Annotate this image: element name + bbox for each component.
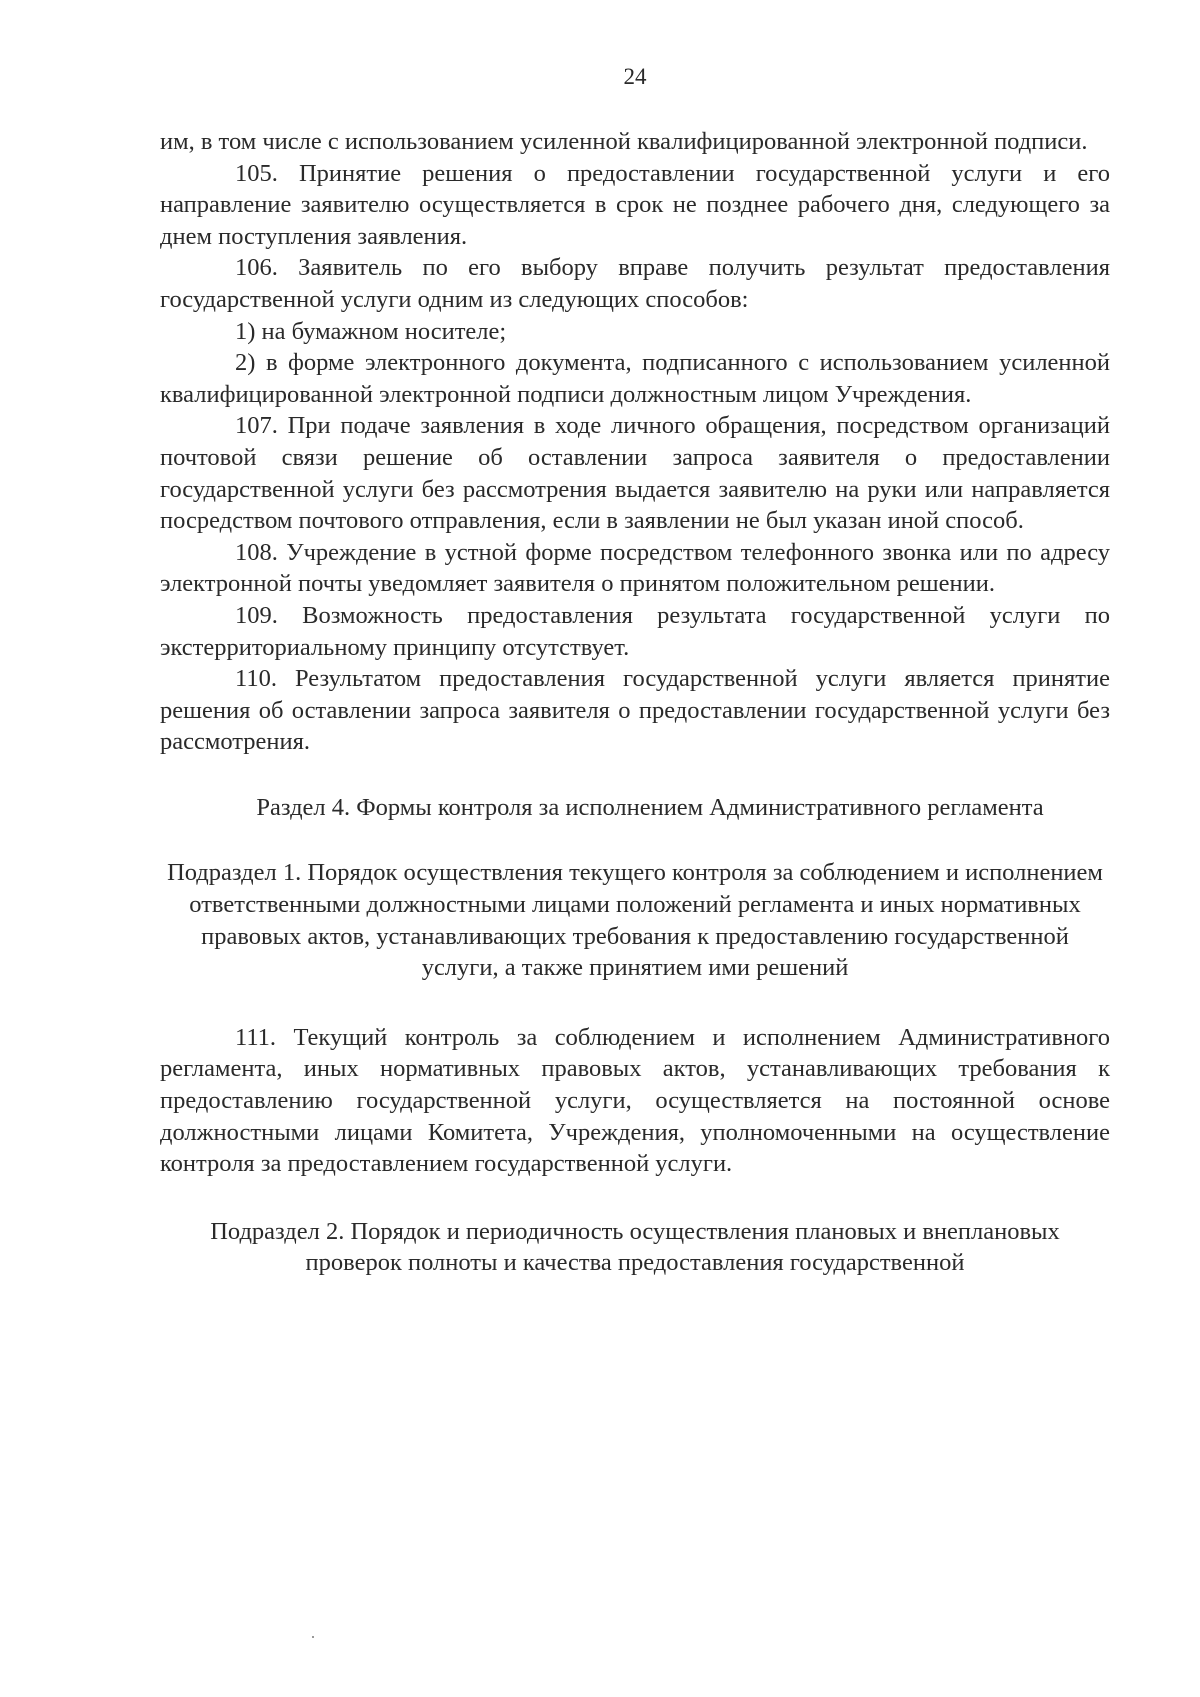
- paragraph-105: 105. Принятие решения о предоставлении государственной услуги и его направление заявителю осуществляется в срок не позднее рабочего дня, следующего за днем поступления заявления.: [160, 159, 1110, 250]
- paragraph-106-item-1: 1) на бумажном носителе;: [235, 317, 507, 345]
- scan-dot-mark: [312, 1636, 314, 1638]
- document-body: [160, 126, 1110, 1279]
- paragraph-108: 108. Учреждение в устной форме посредством телефонного звонка или по адресу электронной почты уведомляет заявителя о принятом положительном решении.: [160, 538, 1110, 598]
- paragraph-106-item-2: 2) в форме электронного документа, подписанного с использованием усиленной квалифицированной электронной подписи должностным лицом Учреждения.: [160, 349, 1110, 408]
- section-4-heading: Раздел 4. Формы контроля за исполнением Административного регламента: [256, 793, 1044, 821]
- paragraph-111: 111. Текущий контроль за соблюдением и исполнением Административного регламента, иных нормативных правовых актов, устанавливающих требования к предоставлению государственной услуги, осуществляется на постоянной основе должностными лицами Комитета, Учреждения, уполномоченными на осуществление контроля за предоставлением государственной услуги.: [160, 1023, 1110, 1178]
- paragraph-109: 109. Возможность предоставления результата государственной услуги по экстерриториальному принципу отсутствует.: [160, 601, 1110, 661]
- paragraph-110: 110. Результатом предоставления государственной услуги является принятие решения об оставлении запроса заявителя о предоставлении государственной услуги без рассмотрения.: [160, 665, 1110, 756]
- subsection-2-heading: Подраздел 2. Порядок и периодичность осуществления плановых и внеплановых проверок полноты и качества предоставления государственной: [210, 1217, 1060, 1277]
- paragraph-107: 107. При подаче заявления в ходе личного обращения, посредством организаций почтовой связи решение об оставлении запроса заявителя о предоставлении государственной услуги без рассмотрения выдается заявителю на руки или направляется посредством почтового отправления, если в заявлении не был указан иной способ.: [160, 412, 1110, 535]
- page-number: 24: [623, 64, 647, 89]
- paragraph-continuation: им, в том числе с использованием усиленной квалифицированной электронной подписи.: [160, 128, 1088, 155]
- paragraph-106: 106. Заявитель по его выбору вправе получить результат предоставления государственной услуги одним из следующих способов:: [160, 254, 1110, 313]
- subsection-1-heading: Подраздел 1. Порядок осуществления текущего контроля за соблюдением и исполнением ответственными должностными лицами положений регламента и иных нормативных правовых актов, устанавливающих требования к предоставлению государственной услуги, а также принятием ими решений: [167, 859, 1103, 982]
